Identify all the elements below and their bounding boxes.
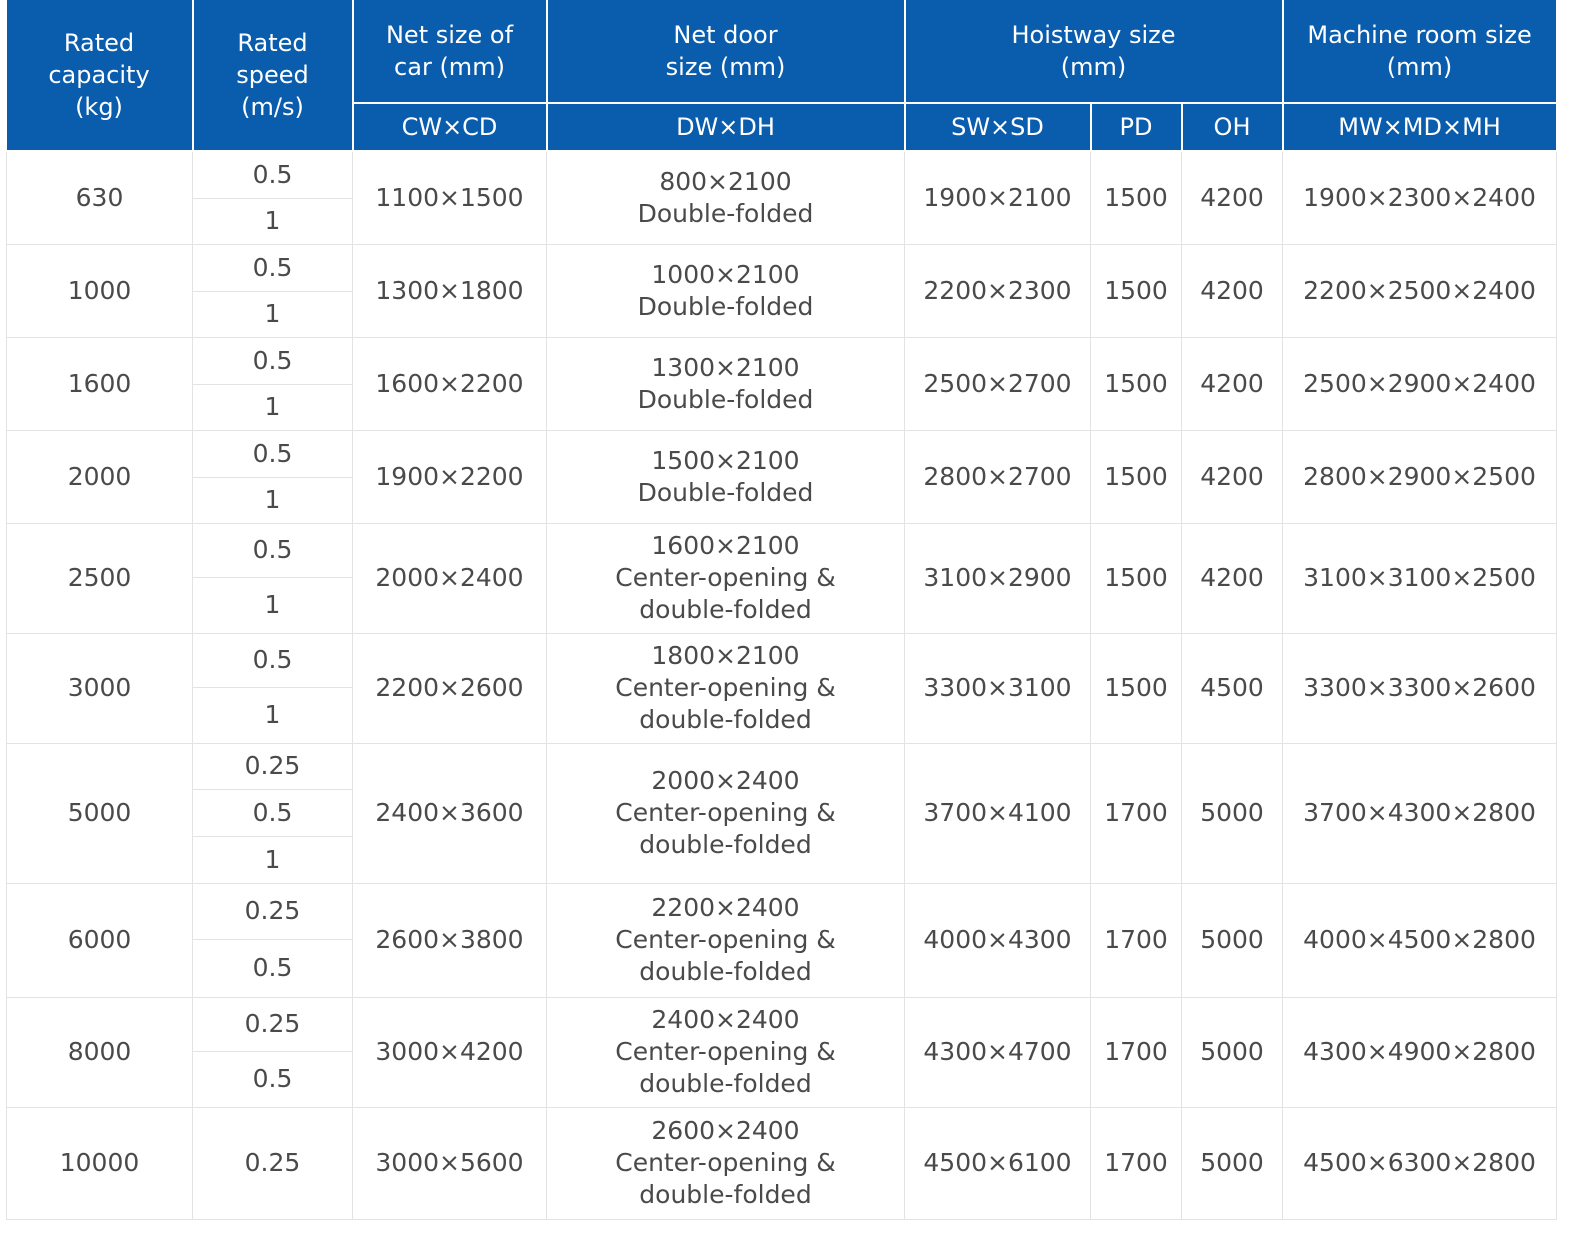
cell-pd: 1500 (1091, 337, 1182, 430)
cell-car-size: 2600×3800 (353, 883, 547, 997)
header-dw-dh: DW×DH (547, 103, 905, 151)
cell-door-size: 1000×2100 Double-folded (547, 244, 905, 337)
cell-rated-speed: 0.25 (193, 883, 353, 939)
cell-oh: 4500 (1182, 633, 1283, 743)
table-row (7, 244, 1557, 291)
cell-oh: 4200 (1182, 244, 1283, 337)
cell-rated-speed: 1 (193, 577, 353, 633)
cell-rated-speed: 0.5 (193, 633, 353, 687)
cell-rated-speed: 1 (193, 198, 353, 244)
cell-rated-speed: 0.25 (193, 1107, 353, 1219)
cell-car-size: 2000×2400 (353, 523, 547, 633)
cell-rated-speed: 0.5 (193, 337, 353, 384)
table-row (7, 633, 1557, 687)
cell-oh: 5000 (1182, 997, 1283, 1107)
table-body (7, 151, 1557, 1219)
cell-hoistway-size: 2500×2700 (905, 337, 1091, 430)
header-net-door-size: Net door size (mm) (547, 0, 905, 103)
cell-car-size: 2200×2600 (353, 633, 547, 743)
cell-door-size: 1800×2100 Center-opening & double-folded (547, 633, 905, 743)
cell-rated-speed: 0.5 (193, 1051, 353, 1107)
cell-door-size: 800×2100 Double-folded (547, 151, 905, 244)
cell-rated-capacity: 2500 (7, 523, 193, 633)
cell-oh: 5000 (1182, 883, 1283, 997)
cell-rated-capacity: 2000 (7, 430, 193, 523)
cell-hoistway-size: 4500×6100 (905, 1107, 1091, 1219)
table-row (7, 883, 1557, 939)
cell-door-size: 2000×2400 Center-opening & double-folded (547, 743, 905, 883)
cell-rated-capacity: 8000 (7, 997, 193, 1107)
cell-hoistway-size: 1900×2100 (905, 151, 1091, 244)
cell-rated-capacity: 5000 (7, 743, 193, 883)
header-net-car-size: Net size of car (mm) (353, 0, 547, 103)
cell-rated-speed: 0.5 (193, 523, 353, 577)
table-row (7, 1107, 1557, 1219)
cell-machine-room-size: 3300×3300×2600 (1283, 633, 1557, 743)
cell-door-size: 2600×2400 Center-opening & double-folded (547, 1107, 905, 1219)
cell-hoistway-size: 3700×4100 (905, 743, 1091, 883)
cell-hoistway-size: 2800×2700 (905, 430, 1091, 523)
cell-pd: 1500 (1091, 430, 1182, 523)
cell-car-size: 1300×1800 (353, 244, 547, 337)
header-pd: PD (1091, 103, 1182, 151)
table-row (7, 337, 1557, 384)
cell-oh: 4200 (1182, 337, 1283, 430)
cell-machine-room-size: 4500×6300×2800 (1283, 1107, 1557, 1219)
cell-rated-capacity: 630 (7, 151, 193, 244)
cell-car-size: 3000×4200 (353, 997, 547, 1107)
cell-machine-room-size: 3700×4300×2800 (1283, 743, 1557, 883)
cell-rated-speed: 1 (193, 384, 353, 430)
header-rated-capacity: Rated capacity (kg) (7, 0, 193, 151)
table-row (7, 743, 1557, 789)
cell-machine-room-size: 4300×4900×2800 (1283, 997, 1557, 1107)
cell-rated-speed: 1 (193, 836, 353, 883)
cell-rated-speed: 0.25 (193, 997, 353, 1051)
cell-oh: 5000 (1182, 1107, 1283, 1219)
header-rated-speed: Rated speed (m/s) (193, 0, 353, 151)
cell-machine-room-size: 1900×2300×2400 (1283, 151, 1557, 244)
cell-rated-capacity: 10000 (7, 1107, 193, 1219)
cell-rated-speed: 1 (193, 687, 353, 743)
table-row (7, 151, 1557, 198)
header-hoistway-size: Hoistway size (mm) (905, 0, 1283, 103)
cell-oh: 4200 (1182, 523, 1283, 633)
cell-hoistway-size: 4300×4700 (905, 997, 1091, 1107)
header-machine-room-size: Machine room size (mm) (1283, 0, 1557, 103)
cell-rated-speed: 0.5 (193, 244, 353, 291)
cell-door-size: 1300×2100 Double-folded (547, 337, 905, 430)
cell-oh: 5000 (1182, 743, 1283, 883)
table-row (7, 997, 1557, 1051)
cell-hoistway-size: 2200×2300 (905, 244, 1091, 337)
cell-hoistway-size: 3300×3100 (905, 633, 1091, 743)
spec-table-container (6, 0, 1556, 1220)
cell-door-size: 1600×2100 Center-opening & double-folded (547, 523, 905, 633)
cell-rated-speed: 1 (193, 291, 353, 337)
cell-machine-room-size: 4000×4500×2800 (1283, 883, 1557, 997)
cell-rated-speed: 0.25 (193, 743, 353, 789)
cell-rated-speed: 0.5 (193, 789, 353, 836)
cell-machine-room-size: 2200×2500×2400 (1283, 244, 1557, 337)
cell-pd: 1700 (1091, 743, 1182, 883)
cell-pd: 1700 (1091, 997, 1182, 1107)
cell-rated-capacity: 3000 (7, 633, 193, 743)
cell-oh: 4200 (1182, 151, 1283, 244)
cell-hoistway-size: 4000×4300 (905, 883, 1091, 997)
cell-rated-capacity: 1600 (7, 337, 193, 430)
cell-pd: 1500 (1091, 151, 1182, 244)
cell-machine-room-size: 2500×2900×2400 (1283, 337, 1557, 430)
cell-machine-room-size: 2800×2900×2500 (1283, 430, 1557, 523)
table-row (7, 523, 1557, 577)
cell-rated-speed: 0.5 (193, 430, 353, 477)
cell-door-size: 2200×2400 Center-opening & double-folded (547, 883, 905, 997)
cell-rated-speed: 0.5 (193, 151, 353, 198)
cell-pd: 1700 (1091, 883, 1182, 997)
header-oh: OH (1182, 103, 1283, 151)
cell-car-size: 1900×2200 (353, 430, 547, 523)
cell-car-size: 1600×2200 (353, 337, 547, 430)
elevator-spec-table (6, 0, 1558, 1220)
cell-hoistway-size: 3100×2900 (905, 523, 1091, 633)
cell-oh: 4200 (1182, 430, 1283, 523)
cell-car-size: 2400×3600 (353, 743, 547, 883)
cell-car-size: 1100×1500 (353, 151, 547, 244)
header-sw-sd: SW×SD (905, 103, 1091, 151)
cell-pd: 1500 (1091, 244, 1182, 337)
table-row (7, 430, 1557, 477)
cell-pd: 1500 (1091, 633, 1182, 743)
cell-car-size: 3000×5600 (353, 1107, 547, 1219)
cell-machine-room-size: 3100×3100×2500 (1283, 523, 1557, 633)
cell-rated-speed: 1 (193, 477, 353, 523)
cell-pd: 1700 (1091, 1107, 1182, 1219)
cell-door-size: 2400×2400 Center-opening & double-folded (547, 997, 905, 1107)
cell-door-size: 1500×2100 Double-folded (547, 430, 905, 523)
cell-rated-capacity: 1000 (7, 244, 193, 337)
cell-rated-speed: 0.5 (193, 939, 353, 997)
table-header (7, 0, 1557, 151)
header-mw-md-mh: MW×MD×MH (1283, 103, 1557, 151)
header-cw-cd: CW×CD (353, 103, 547, 151)
cell-pd: 1500 (1091, 523, 1182, 633)
cell-rated-capacity: 6000 (7, 883, 193, 997)
